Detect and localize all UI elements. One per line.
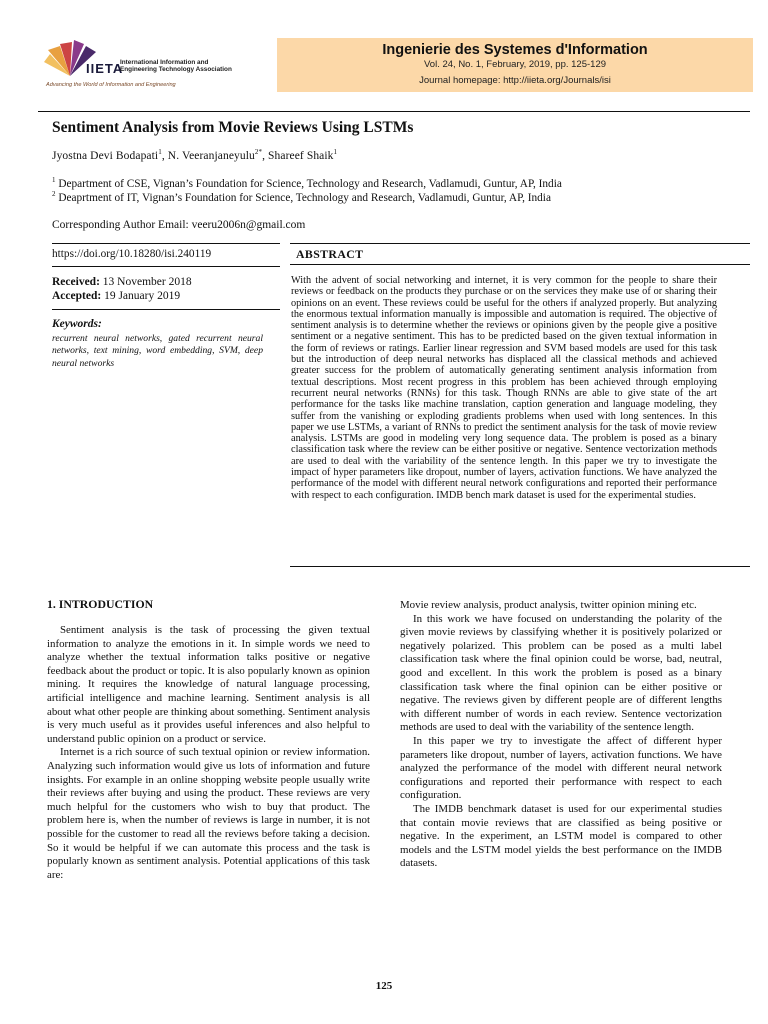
divider	[52, 266, 280, 267]
paragraph: Internet is a rich source of such textual opinion or review information. Analyzing such information would give us lots of information and future insights. For example in an online shopping website people usually write their reviews after buying and using the product. These reviews are very much helpful for the customers who wish to buy that product. The problem here is, when the number of reviews is large in number, it is not possible for the customer to read all the reviews before taking a decision. So it would be helpful if we can automate this process and the task is popularly known as sentiment analysis. Potential applications of this task are:	[47, 746, 370, 881]
divider	[52, 309, 280, 310]
divider	[290, 566, 750, 567]
paragraph: In this work we have focused on understanding the polarity of the given movie reviews by classifying whether it is positively polarized or negatively polarized. This problem can be posed as a multi label classification task where the final opinion could be worse, bad, neutral, good and excellent. In this work the problem is posed as a binary classification task where the final opinion can be either positive or negative. The reviews given by different people are of different lengths with different number of words in each review. Sentence vectorization methods are used to deal with the variability of the sentence length.	[400, 612, 722, 734]
journal-banner	[277, 38, 753, 92]
paragraph: The IMDB benchmark dataset is used for our experimental studies that contain movie reviews that are classified as being positive or negative. In the experiment, an LSTM model is compared to other models and the LSTM model yields the best performance on the IMDB datasets.	[400, 802, 722, 870]
journal-volume: Vol. 24, No. 1, February, 2019, pp. 125-129	[423, 59, 607, 70]
body-column-left	[47, 624, 370, 882]
author-name: Jyostna Devi Bodapati	[52, 149, 159, 162]
abstract-text: With the advent of social networking and internet, it is very common for the people to share their reviews or feedback on the products they purchase or on the services they make use of or sharing their opinions on an event. These reviews could be useful for the others if analyzed properly. But analyzing the enormous textual information manually is impossible and automation is required. The objective of sentiment analysis is to determine whether the reviews or opinions given by the people give a positive sentiment or a negative sentiment. This has to be predicted based on the given textual information in the form of reviews or ratings. Earlier linear regression and SVM based models are used for this task but the introduction of deep neural networks has displaced all the classical methods and achieved greater success for the problem of automatically generating sentiment analysis information from textual descriptions. Most recent progress in this problem has been achieved through employing recurrent neural networks (RNNs) for this task. Though RNNs are able to give state of the art performance for the tasks like machine translation, caption generation and language modeling, they suffer from the vanishing or exploding gradients problems when used with long sentences. In this paper we use LSTMs, a variant of RNNs to predict the sentiment analysis for the task of movie review analysis. LSTMs are good in modeling very long sequence data. The problem is posed as a binary classification task where the review can be either positive or negative. Sentence vectorization methods are used to deal with the variability of the sentence length. In this paper we try to investigate the impact of hyper parameters like dropout, number of layers, activation functions. We have analyzed the performance of the model with different neural network configurations and reported their performance with respect to each configuration. IMDB bench mark dataset is used for the experimental studies.	[291, 275, 717, 501]
journal-homepage[interactable]: Journal homepage: http://iieta.org/Journals/isi	[419, 75, 611, 86]
received-date: Received: 13 November 2018	[52, 276, 192, 288]
body-column-right	[400, 599, 722, 871]
paragraph: Sentiment analysis is the task of processing the given textual information to analyze the emotions in it. In simple words we need to analyze whether the textual information talks positive or negative feedback about the product or topic. It is also popularly known as opinion mining. It requires the knowledge of natural language processing, artificial intelligence and machine learning. Sentiment analysis is all about what other people are thinking about something. Sentiment analysis is very much useful as it provides useful inferences and also helpful to understand public opinion on a product or service.	[47, 624, 370, 745]
keywords-heading: Keywords:	[52, 318, 102, 330]
accepted-date: Accepted: 19 January 2019	[52, 290, 181, 302]
abstract-heading: ABSTRACT	[296, 247, 364, 261]
author-name: N. Veeranjaneyulu	[167, 149, 255, 162]
journal-logo	[40, 38, 270, 98]
doi-link[interactable]: https://doi.org/10.18280/isi.240119	[52, 248, 212, 260]
author-name: Shareef Shaik	[268, 149, 334, 162]
affiliation: $^1$ Department of CSE, Vignan’s Foundation for Science, Technology and Research, Vadlamudi, Guntur, AP, India	[52, 176, 562, 190]
paper-title: Sentiment Analysis from Movie Reviews Using LSTMs	[52, 119, 414, 136]
paragraph: Movie review analysis, product analysis, twitter opinion mining etc.	[400, 599, 697, 611]
divider	[290, 264, 750, 265]
affiliation: $^2$ Deaprtment of IT, Vignan’s Foundation for Science, Technology and Research, Vadlamudi, Guntur, AP, India	[52, 190, 551, 204]
logo-tagline: Advancing the World of Information and Engineering	[46, 82, 176, 88]
author-list: Jyostna Devi Bodapati$^1$, N. Veeranjaneyulu$^{2*}$, Shareef Shaik$^1$	[52, 148, 338, 162]
divider	[52, 243, 280, 244]
journal-title: Ingenierie des Systemes d'Information	[382, 42, 648, 58]
header-divider	[38, 111, 750, 112]
divider	[290, 243, 750, 244]
logo-organization: International Information and Engineering Technology Association	[120, 59, 232, 73]
page-number: 125	[375, 980, 393, 992]
corresponding-author: Corresponding Author Email: veeru2006n@gmail.com	[52, 219, 306, 231]
section-heading: 1. INTRODUCTION	[47, 597, 154, 611]
logo-wordmark: IIETA	[86, 61, 124, 76]
keywords-list: recurrent neural networks, gated recurrent neural networks, text mining, word embedding, SVM, deep neural networks	[52, 333, 263, 369]
paragraph: In this paper we try to investigate the affect of different hyper parameters like dropout, number of layers, activation functions. We have analyzed the performance of the model with different neural network configurations and reported their performance with respect to each configuration.	[400, 734, 722, 802]
